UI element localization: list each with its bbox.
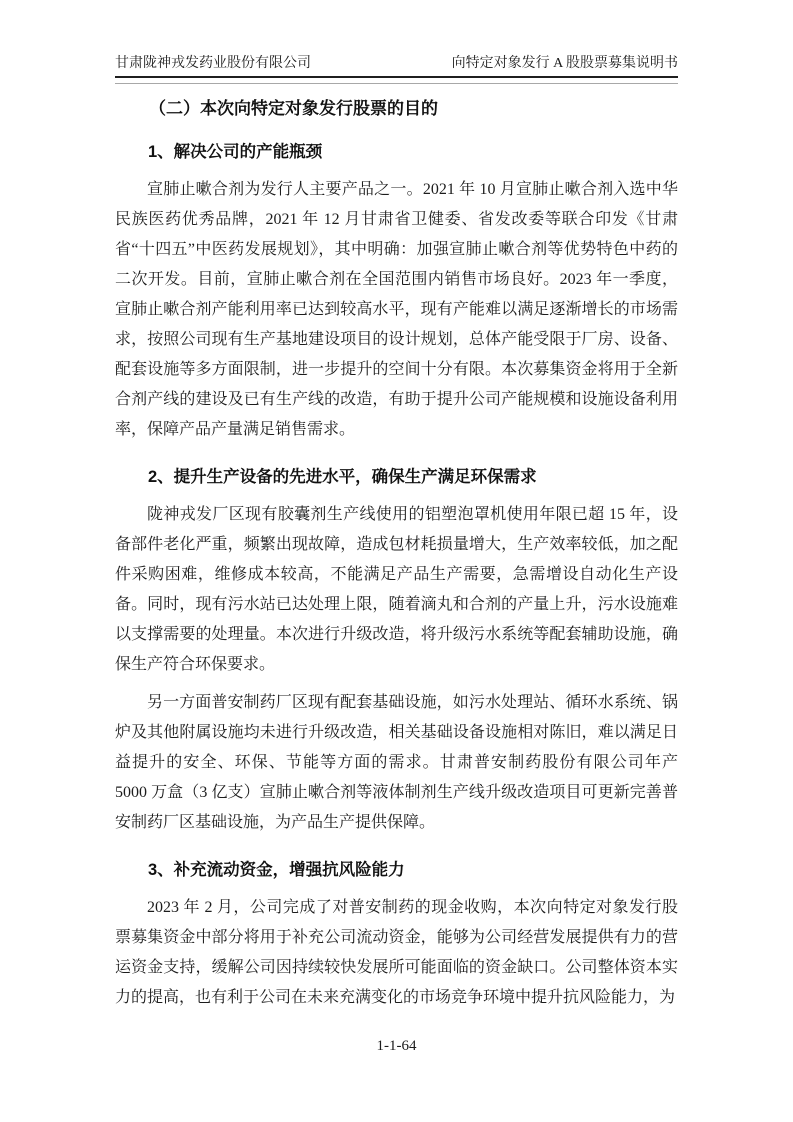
subsection-1-paragraph: 宣肺止嗽合剂为发行人主要产品之一。2021 年 10 月宣肺止嗽合剂入选中华民族医药优秀品牌，2021 年 12 月甘肃省卫健委、省发改委等联合印发《甘肃省“十四五”中医药发展规划》，其中明确：加强宣肺止嗽合剂等优势特色中药的二次开发。目前，宣肺止嗽合剂在全国范围内销售市场良好。2023 年一季度，宣肺止嗽合剂产能利用率已达到较高水平，现有产能难以满足逐渐增长的市场需求，按照公司现有生产基地建设项目的设计规划，总体产能受限于厂房、设备、配套设施等多方面限制，进一步提升的空间十分有限。本次募集资金将用于全新合剂产线的建设及已有生产线的改造，有助于提升公司产能规模和设施设备利用率，保障产品产量满足销售需求。 — [115, 181, 678, 438]
subsection-2-paragraph-1: 陇神戎发厂区现有胶囊剂生产线使用的铝塑泡罩机使用年限已超 15 年，设备部件老化严重，频繁出现故障，造成包材耗损量增大，生产效率较低，加之配件采购困难，维修成本较高，不能满足产品生产需要，急需增设自动化生产设备。同时，现有污水站已达处理上限，随着滴丸和合剂的产量上升，污水设施难以支撑需要的处理量。本次进行升级改造，将升级污水系统等配套辅助设施，确保生产符合环保要求。 — [115, 506, 678, 673]
page-footer — [0, 1036, 793, 1056]
section-title: （二）本次向特定对象发行股票的目的 — [149, 99, 438, 118]
subsection-2-paragraph-2: 另一方面普安制药厂区现有配套基础设施，如污水处理站、循环水系统、锅炉及其他附属设施均未进行升级改造，相关基础设备设施相对陈旧，难以满足日益提升的安全、环保、节能等方面的需求。甘肃普安制药股份有限公司年产 5000 万盒（3 亿支）宣肺止嗽合剂等液体制剂生产线升级改造项目可更新完善普安制药厂区基础设施，为产品生产提供保障。 — [115, 694, 678, 831]
header-company-name: 甘肃陇神戎发药业股份有限公司 — [115, 56, 311, 71]
subsection-3-heading: 3、补充流动资金，增强抗风险能力 — [148, 861, 405, 879]
subsection-2-heading: 2、提升生产设备的先进水平，确保生产满足环保需求 — [148, 468, 537, 486]
page-number: 1-1-64 — [376, 1038, 417, 1054]
subsection-1-heading: 1、解决公司的产能瓶颈 — [148, 143, 323, 161]
subsection-3-paragraph: 2023 年 2 月，公司完成了对普安制药的现金收购，本次向特定对象发行股票募集资金中部分将用于补充公司流动资金，能够为公司经营发展提供有力的营运资金支持，缓解公司因持续较快发展所可能面临的资金缺口。公司整体资本实力的提高，也有利于公司在未来充满变化的市场竞争环境中提升抗风险能力，为 — [115, 899, 678, 1006]
page-header — [115, 0, 678, 84]
header-doc-title: 向特定对象发行 A 股股票募集说明书 — [451, 56, 678, 71]
document-body — [115, 78, 678, 1013]
header-row — [115, 54, 678, 74]
